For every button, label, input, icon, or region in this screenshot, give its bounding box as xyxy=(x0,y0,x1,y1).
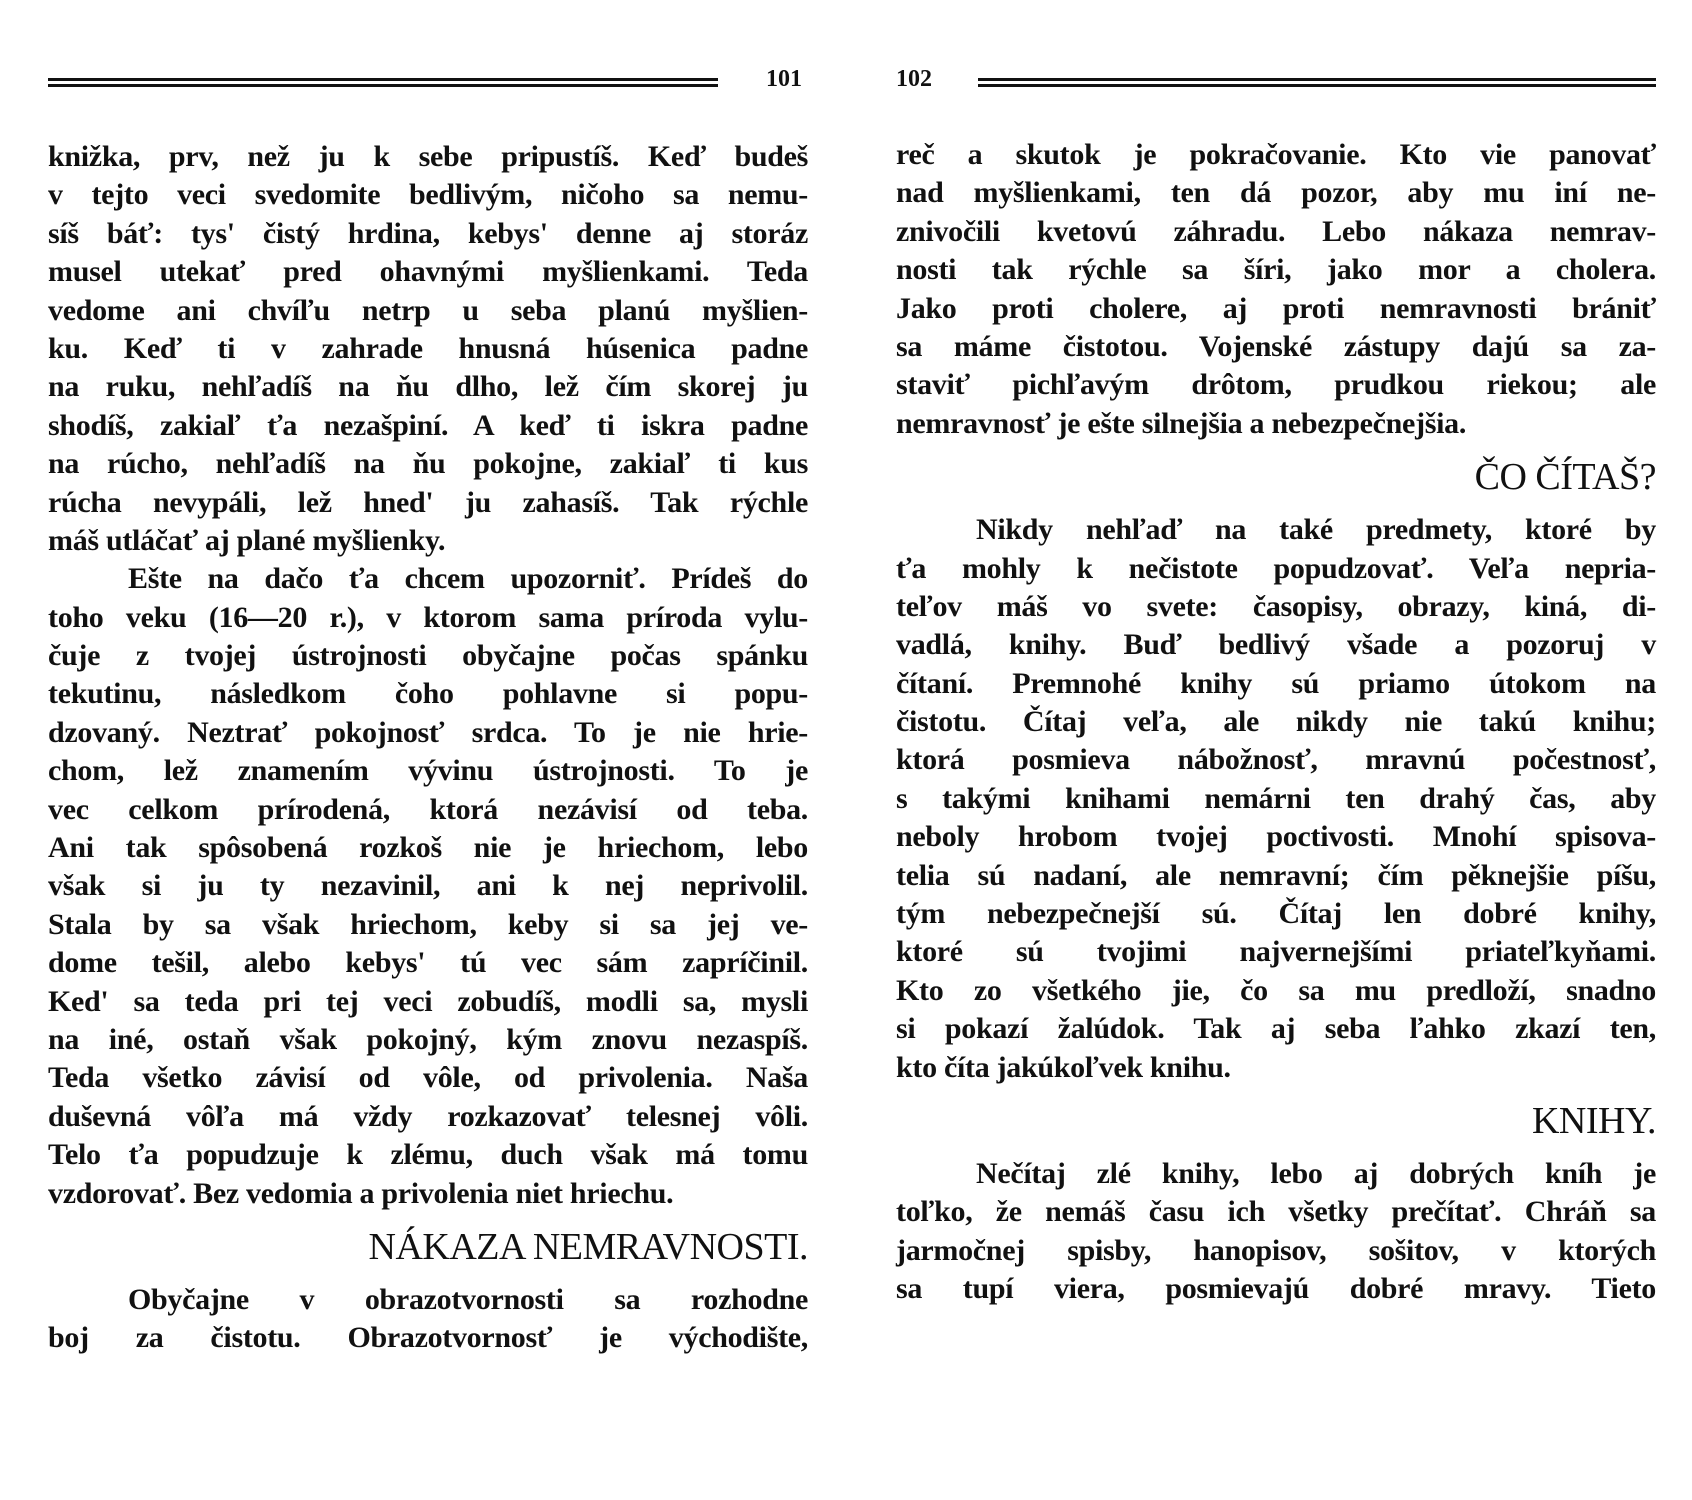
header-rule xyxy=(48,78,718,81)
page-text xyxy=(896,136,1656,1309)
text-line: staviť pichľavým drôtom, prudkou riekou; ale xyxy=(896,368,1656,402)
page-text xyxy=(48,138,808,1358)
text-line: telia sú nadaní, ale nemravní; čím pěknejšie píšu, xyxy=(896,858,1656,892)
text-line: vedome ani chvíľu netrp u seba planú myšlien- xyxy=(48,293,808,327)
page-left xyxy=(48,0,808,1500)
text-line: knižka, prv, než ju k sebe pripustíš. Keď budeš xyxy=(48,140,808,173)
paragraph xyxy=(48,138,808,560)
text-line: nad myšlienkami, ten dá pozor, aby mu iní ne- xyxy=(896,176,1656,210)
text-line: Teda všetko závisí od vôle, od privolenia. Naša xyxy=(48,1061,808,1095)
text-line: na iné, ostaň však pokojný, kým znovu nezaspíš. xyxy=(48,1022,808,1056)
text-line: Ked' sa teda pri tej veci zobudíš, modli sa, mysli xyxy=(48,984,808,1018)
text-line: boj za čistotu. Obrazotvornosť je východište, xyxy=(48,1321,808,1355)
text-line: reč a skutok je pokračovanie. Kto vie panovať xyxy=(896,138,1656,171)
text-line: tým nebezpečnejší sú. Čítaj len dobré knihy, xyxy=(896,897,1656,931)
text-line: sa tupí viera, posmievajú dobré mravy. Tieto xyxy=(896,1272,1656,1306)
text-line: shodíš, zakiaľ ťa nezašpiní. A keď ti iskra padne xyxy=(48,408,808,442)
text-line: kto číta jakúkoľvek knihu. xyxy=(896,1050,1231,1084)
page-number: 102 xyxy=(896,66,932,92)
text-line: znivočili kvetovú záhradu. Lebo nákaza nemrav- xyxy=(896,214,1656,248)
text-line: neboly hrobom tvojej poctivosti. Mnohí spisova- xyxy=(896,820,1656,854)
page-number: 101 xyxy=(766,66,802,92)
text-line: vec celkom prírodená, ktorá nezávisí od teba. xyxy=(48,792,808,826)
header-rule xyxy=(978,78,1656,81)
text-line: jarmočnej spisby, hanopisov, sošitov, v ktorých xyxy=(896,1233,1656,1267)
paragraph xyxy=(48,1281,808,1358)
text-line: toho veku (16—20 r.), v ktorom sama príroda vylu- xyxy=(48,600,808,634)
text-line: sa máme čistotou. Vojenské zástupy dajú sa za- xyxy=(896,329,1656,363)
section-heading: ČO ČÍTAŠ? xyxy=(1474,456,1656,499)
text-line: ťa mohly k nečistote popudzovať. Veľa nepria- xyxy=(896,551,1656,585)
text-line: síš báť: tys' čistý hrdina, kebys' denne aj storáz xyxy=(48,216,808,250)
section-heading: NÁKAZA NEMRAVNOSTI. xyxy=(368,1225,808,1268)
text-line: ku. Keď ti v zahrade hnusná húsenica padne xyxy=(48,331,808,365)
text-line: máš utláčať aj plané myšlienky. xyxy=(48,523,446,557)
text-line: dzovaný. Neztrať pokojnosť srdca. To je nie hrie- xyxy=(48,715,808,749)
running-header xyxy=(896,66,1656,96)
text-line: Ešte na dačo ťa chcem upozorniť. Prídeš do xyxy=(128,562,808,596)
text-line: Stala by sa však hriechom, keby si sa jej ve- xyxy=(48,907,808,941)
paragraph xyxy=(48,560,808,1213)
text-line: nemravnosť je ešte silnejšia a nebezpečnejšia. xyxy=(896,406,1467,440)
text-line: na ruku, nehľadíš na ňu dlho, lež čím skorej ju xyxy=(48,370,808,404)
text-line: ktoré sú tvojimi najvernejšími priateľkyňami. xyxy=(896,935,1656,969)
section-heading: KNIHY. xyxy=(1531,1099,1656,1142)
text-line: Nikdy nehľaď na také predmety, ktoré by xyxy=(976,513,1656,547)
text-line: musel utekať pred ohavnými myšlienkami. Teda xyxy=(48,255,808,289)
text-line: na rúcho, nehľadíš na ňu pokojne, zakiaľ ti kus xyxy=(48,447,808,481)
text-line: dome tešil, alebo kebys' tú vec sám zapríčinil. xyxy=(48,946,808,980)
text-line: Kto zo všetkého jie, čo sa mu predloží, snadno xyxy=(896,973,1656,1007)
text-line: čuje z tvojej ústrojnosti obyčajne počas spánku xyxy=(48,639,808,673)
text-line: čítaní. Premnohé knihy sú priamo útokom na xyxy=(896,666,1656,700)
text-line: v tejto veci svedomite bedlivým, ničoho sa nemu- xyxy=(48,178,808,212)
text-line: s takými knihami nemárni ten drahý čas, aby xyxy=(896,781,1656,815)
text-line: nosti tak rýchle sa šíri, jako mor a cholera. xyxy=(896,253,1656,287)
text-line: vzdorovať. Bez vedomia a privolenia niet hriechu. xyxy=(48,1176,674,1210)
text-line: Nečítaj zlé knihy, lebo aj dobrých kníh je xyxy=(976,1156,1656,1190)
text-line: však si ju ty nezavinil, ani k nej neprivolil. xyxy=(48,869,808,903)
text-line: tekutinu, následkom čoho pohlavne si popu- xyxy=(48,677,808,711)
text-line: Jako proti cholere, aj proti nemravnosti brániť xyxy=(896,291,1656,325)
text-line: ktorá posmieva nábožnosť, mravnú počestnosť, xyxy=(896,743,1656,777)
text-line: duševná vôľa má vždy rozkazovať telesnej vôli. xyxy=(48,1099,808,1133)
running-header xyxy=(48,66,808,96)
text-line: Ani tak spôsobená rozkoš nie je hriechom, lebo xyxy=(48,831,808,865)
text-line: teľov máš vo svete: časopisy, obrazy, kiná, di- xyxy=(896,589,1656,623)
paragraph xyxy=(896,136,1656,443)
text-line: rúcha nevypáli, lež hned' ju zahasíš. Tak rýchle xyxy=(48,485,808,519)
text-line: Telo ťa popudzuje k zlému, duch však má tomu xyxy=(48,1138,808,1172)
text-line: si pokazí žalúdok. Tak aj seba ľahko zkazí ten, xyxy=(896,1012,1656,1046)
text-line: chom, lež znamením vývinu ústrojnosti. To je xyxy=(48,754,808,788)
text-line: vadlá, knihy. Buď bedlivý všade a pozoruj v xyxy=(896,628,1656,662)
text-line: čistotu. Čítaj veľa, ale nikdy nie takú knihu; xyxy=(896,705,1656,739)
paragraph xyxy=(896,511,1656,1087)
paragraph xyxy=(896,1155,1656,1309)
page-right xyxy=(896,0,1656,1500)
text-line: Obyčajne v obrazotvornosti sa rozhodne xyxy=(128,1282,808,1316)
text-line: toľko, že nemáš času ich všetky prečítať. Chráň sa xyxy=(896,1195,1656,1229)
